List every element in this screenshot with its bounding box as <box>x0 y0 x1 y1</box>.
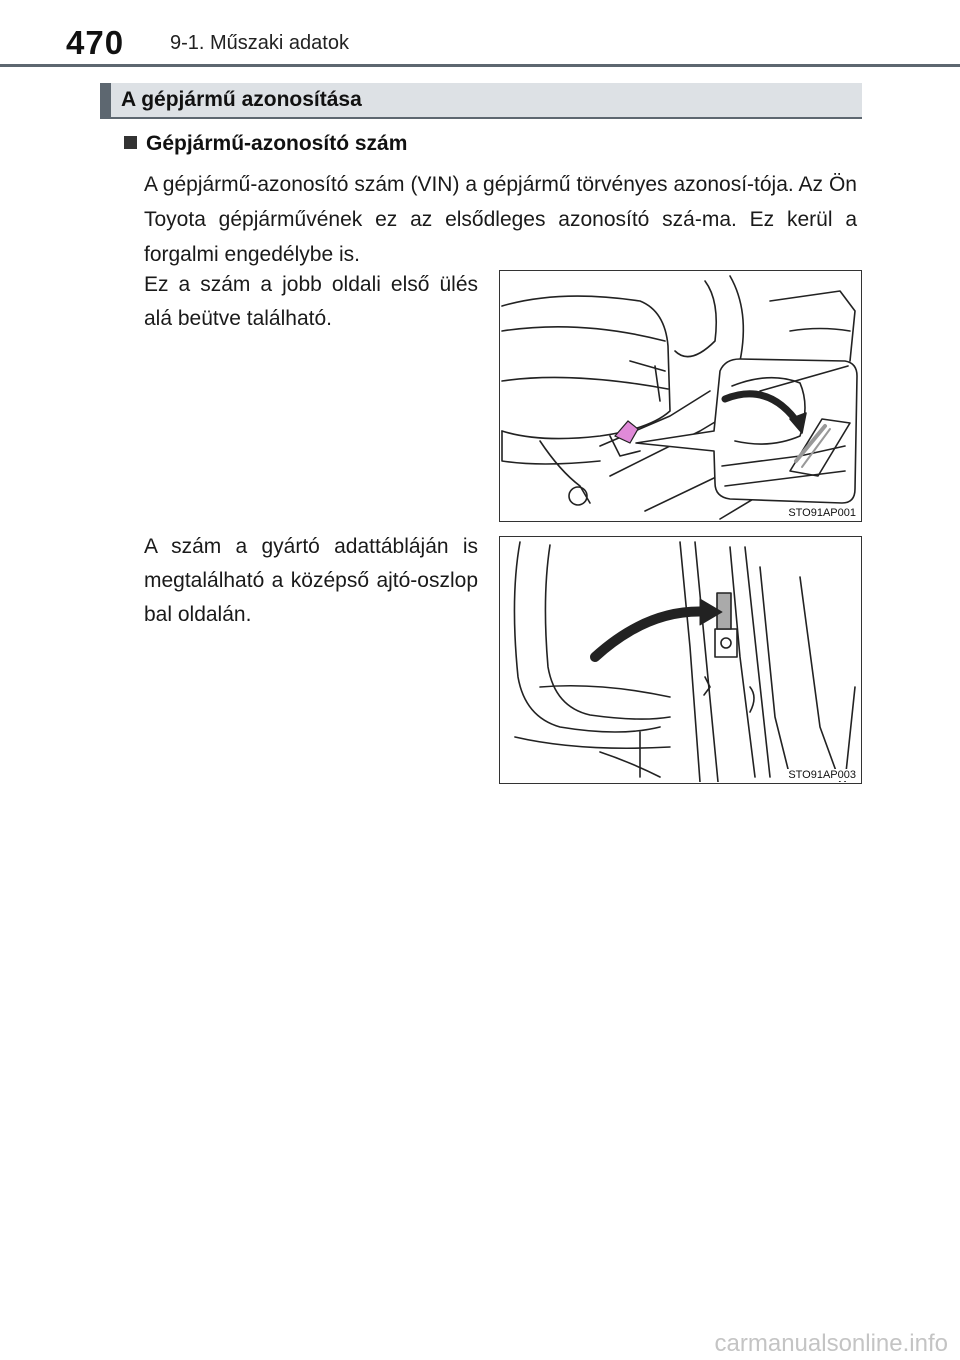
figure-1-code: STO91AP001 <box>788 507 856 519</box>
intro-paragraph: A gépjármű-azonosító szám (VIN) a gépjármű törvényes azonosí-tója. Az Ön Toyota gépjárművének ez az elsődleges azonosító szá-ma. Ez kerül a forgalmi engedélybe is. <box>144 173 857 266</box>
seat-floor-illustration <box>500 271 860 520</box>
figure-2-code: STO91AP003 <box>788 769 856 781</box>
square-bullet-icon <box>124 136 137 149</box>
subsection-heading <box>124 132 407 156</box>
header-rule <box>0 64 960 67</box>
subsection-title: Gépjármű-azonosító szám <box>146 132 408 155</box>
page-number: 470 <box>66 24 125 61</box>
figure-1 <box>499 270 862 522</box>
watermark: carmanualsonline.info <box>714 1330 948 1357</box>
door-pillar-illustration <box>500 537 860 782</box>
figure-1-caption: Ez a szám a jobb oldali első ülés alá beütve található. <box>144 273 478 330</box>
chapter-title: 9-1. Műszaki adatok <box>170 32 349 54</box>
section-header <box>100 83 862 119</box>
figure-2-caption: A szám a gyártó adattábláján is megtalálható a középső ajtó-oszlop bal oldalán. <box>144 535 478 626</box>
vin-location-marker <box>615 421 638 443</box>
section-title: A gépjármű azonosítása <box>121 88 362 111</box>
figure-2 <box>499 536 862 784</box>
